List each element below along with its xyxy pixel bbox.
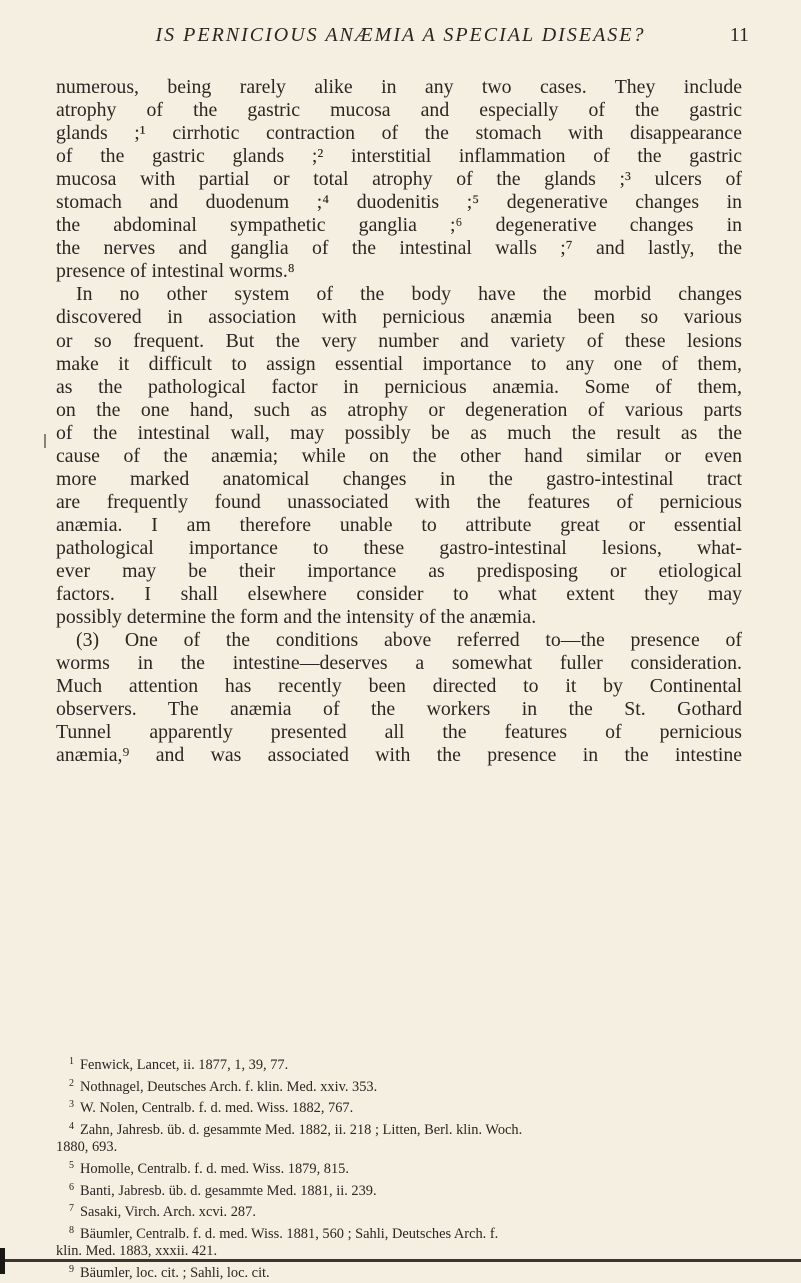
text-line: stomach and duodenum ;⁴ duodenitis ;⁵ degenerative changes in xyxy=(56,191,742,214)
text-line: (3) One of the conditions above referred to—the presence of xyxy=(76,629,742,652)
footnote-number: 4 xyxy=(69,1120,74,1132)
footnote-number: 8 xyxy=(69,1224,74,1236)
text-line: Much attention has recently been directed to it by Continental xyxy=(56,675,742,698)
text-line: the abdominal sympathetic ganglia ;⁶ degenerative changes in xyxy=(56,214,742,237)
footnote-text: klin. Med. 1883, xxxii. 421. xyxy=(56,1243,218,1260)
text-line: of the gastric glands ;² interstitial inflammation of the gastric xyxy=(56,145,742,168)
footnote-number: 3 xyxy=(69,1099,74,1111)
footnote xyxy=(56,1200,742,1222)
text-line: cause of the anæmia; while on the other hand similar or even xyxy=(56,444,742,467)
text-line: factors. I shall elsewhere consider to what extent they may xyxy=(56,583,742,606)
footnote-number: 2 xyxy=(69,1077,74,1089)
footnote-continuation xyxy=(56,1139,742,1157)
footnote-text: Nothnagel, Deutsches Arch. f. klin. Med. xxiv. 353. xyxy=(80,1078,378,1095)
text-line: ever may be their importance as predisposing or etiological xyxy=(56,559,742,582)
footnote-number: 1 xyxy=(69,1056,74,1067)
footnote-text: Bäumler, loc. cit. ; Sahli, loc. cit. xyxy=(80,1264,270,1281)
text-line: mucosa with partial or total atrophy of the glands ;³ ulcers of xyxy=(56,168,742,191)
page-number: 11 xyxy=(729,24,749,46)
footnote xyxy=(56,1179,742,1201)
footnotes xyxy=(56,1053,742,1283)
text-line: pathological importance to these gastro-intestinal lesions, what- xyxy=(56,536,742,559)
footnote xyxy=(56,1096,742,1118)
footnote-number: 7 xyxy=(69,1203,74,1215)
text-line: discovered in association with pernicious anæmia been so various xyxy=(56,306,742,329)
footnote-text: Banti, Jabresb. üb. d. gesammte Med. 1881, ii. 239. xyxy=(80,1182,377,1199)
footnote-text: Zahn, Jahresb. üb. d. gesammte Med. 1882, ii. 218 ; Litten, Berl. klin. Woch. xyxy=(80,1121,523,1138)
scan-edge-mark xyxy=(0,1248,5,1274)
text-line: worms in the intestine—deserves a somewhat fuller consideration. xyxy=(56,652,742,675)
footnote-text: 1880, 693. xyxy=(56,1139,118,1156)
footnote xyxy=(56,1053,742,1075)
footnote xyxy=(56,1157,742,1179)
footnote-text: W. Nolen, Centralb. f. d. med. Wiss. 1882, 767. xyxy=(80,1100,354,1117)
text-line: glands ;¹ cirrhotic contraction of the stomach with disappearance xyxy=(56,122,742,145)
text-line: as the pathological factor in pernicious anæmia. Some of them, xyxy=(56,375,742,398)
text-line: are frequently found unassociated with the features of pernicious xyxy=(56,490,742,513)
footnote xyxy=(56,1075,742,1097)
text-line: on the one hand, such as atrophy or degeneration of various parts xyxy=(56,398,742,421)
page-header xyxy=(0,18,801,58)
text-line: Tunnel apparently presented all the features of pernicious xyxy=(56,721,742,744)
text-line: presence of intestinal worms.⁸ xyxy=(56,260,295,283)
text-line: anæmia,⁹ and was associated with the presence in the intestine xyxy=(56,744,742,767)
footnote-number: 6 xyxy=(69,1181,74,1193)
footnote-text: Homolle, Centralb. f. d. med. Wiss. 1879, 815. xyxy=(80,1160,349,1177)
text-line: or so frequent. But the very number and variety of these lesions xyxy=(56,329,742,352)
body-text xyxy=(56,76,742,767)
text-line: of the intestinal wall, may possibly be as much the result as the xyxy=(56,421,742,444)
footnote-text: Sasaki, Virch. Arch. xcvi. 287. xyxy=(80,1204,256,1221)
text-line: atrophy of the gastric mucosa and especially of the gastric xyxy=(56,99,742,122)
text-line: numerous, being rarely alike in any two cases. They include xyxy=(56,76,742,98)
text-line: observers. The anæmia of the workers in the St. Gothard xyxy=(56,698,742,721)
text-line: anæmia. I am therefore unable to attribute great or essential xyxy=(56,513,742,536)
bottom-rule xyxy=(0,1259,801,1262)
text-line: more marked anatomical changes in the gastro-intestinal tract xyxy=(56,467,742,490)
text-line: make it difficult to assign essential importance to any one of them, xyxy=(56,352,742,375)
footnote xyxy=(56,1261,742,1283)
text-line: In no other system of the body have the morbid changes xyxy=(76,283,742,306)
text-line: the nerves and ganglia of the intestinal walls ;⁷ and lastly, the xyxy=(56,237,742,260)
footnote-text: Bäumler, Centralb. f. d. med. Wiss. 1881, 560 ; Sahli, Deutsches Arch. f. xyxy=(80,1225,499,1242)
footnote xyxy=(56,1222,742,1244)
footnote-number: 9 xyxy=(69,1263,74,1275)
running-title: IS PERNICIOUS ANÆMIA A SPECIAL DISEASE? xyxy=(155,24,646,46)
footnote-number: 5 xyxy=(69,1159,74,1171)
text-line: possibly determine the form and the intensity of the anæmia. xyxy=(56,606,537,629)
footnote-text: Fenwick, Lancet, ii. 1877, 1, 39, 77. xyxy=(80,1057,289,1073)
footnote xyxy=(56,1118,742,1140)
margin-mark xyxy=(44,434,46,448)
